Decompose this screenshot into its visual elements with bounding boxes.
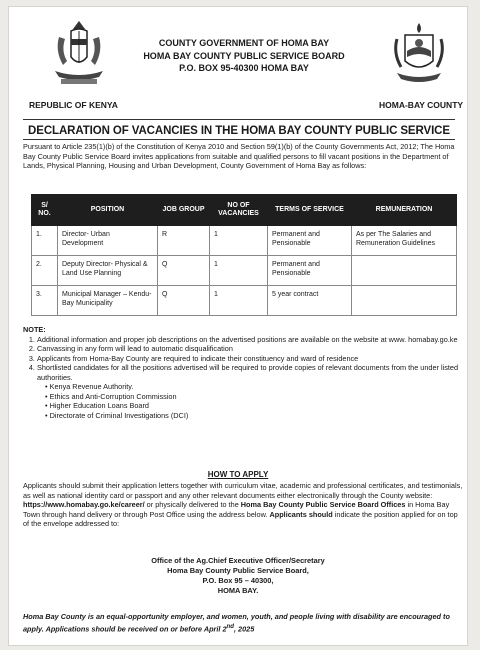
cell-vacancies: 1 bbox=[210, 286, 268, 316]
applicants-should-text: Applicants should bbox=[269, 509, 333, 519]
table-row bbox=[32, 286, 457, 316]
cell-position: Municipal Manager – Kendu-Bay Municipality bbox=[58, 286, 158, 316]
table-row bbox=[32, 256, 457, 286]
authority-item: • Directorate of Criminal Investigations (DCI) bbox=[45, 411, 463, 421]
intro-paragraph: Pursuant to Article 235(1)(b) of the Constitution of Kenya 2010 and Section 59(1)(b) of the County Governments Act, 2012; The Homa Bay County Public Service Board invites applications from suitable and qualified persons to fill vacant positions in the Department of Lands, Physical Planning, Housing and Urban Development, County Government of Homa Bay as follows: bbox=[23, 142, 455, 171]
how-to-apply-paragraph bbox=[23, 481, 463, 529]
address-line: HOMA BAY. bbox=[217, 586, 259, 595]
note-item: 4. Shortlisted candidates for all the positions advertised will be required to provide copies of relevant documents from the under listed authorities. bbox=[37, 363, 463, 382]
col-header-remuneration: REMUNERATION bbox=[352, 195, 457, 226]
cell-sno: 2. bbox=[32, 256, 58, 286]
cell-remuneration: As per The Salaries and Remuneration Guidelines bbox=[352, 226, 457, 256]
notes-list bbox=[23, 335, 463, 383]
authorities-list bbox=[23, 382, 463, 420]
note-item: 1. Additional information and proper job descriptions on the advertised positions are available on the website at www. homabay.go.ke bbox=[37, 335, 463, 345]
kenya-coat-of-arms-icon bbox=[49, 17, 109, 89]
address-line: Office of the Ag.Chief Executive Officer/Secretary bbox=[151, 556, 325, 565]
footer-year: , 2025 bbox=[233, 624, 255, 634]
col-header-position: POSITION bbox=[58, 195, 158, 226]
cell-terms: Permanent and Pensionable bbox=[268, 226, 352, 256]
title-divider bbox=[23, 139, 455, 140]
top-divider bbox=[23, 119, 455, 120]
cell-sno: 1. bbox=[32, 226, 58, 256]
note-item: 2. Canvassing in any form will lead to automatic disqualification bbox=[37, 344, 463, 354]
document-page bbox=[8, 6, 468, 646]
equal-opportunity-statement bbox=[23, 612, 463, 634]
county-label: HOMA-BAY COUNTY bbox=[379, 100, 464, 110]
footer-text: Homa Bay County is an equal-opportunity employer, and women, youth, and people living with disability are encouraged to apply. Applications should be received on or before April 2 bbox=[23, 612, 450, 634]
county-government-line: COUNTY GOVERNMENT OF HOMA BAY bbox=[158, 38, 330, 48]
address-line: P.O. Box 95 – 40300, bbox=[202, 576, 274, 585]
letterhead bbox=[9, 7, 467, 119]
cell-remuneration bbox=[352, 286, 457, 316]
cell-sno: 3. bbox=[32, 286, 58, 316]
howto-text-1: Applicants should submit their application letters together with curriculum vitae, academic and professional certificates, and testimonials, as well as national identity card or passport and any other relevant documents either electronically through the County website: bbox=[23, 481, 463, 500]
notes-section bbox=[23, 325, 463, 420]
cell-terms: 5 year contract bbox=[268, 286, 352, 316]
mailing-address bbox=[9, 556, 467, 596]
cell-job-group: R bbox=[158, 226, 210, 256]
how-to-apply-heading: HOW TO APPLY bbox=[207, 470, 269, 479]
cell-job-group: Q bbox=[158, 256, 210, 286]
board-line: HOMA BAY COUNTY PUBLIC SERVICE BOARD bbox=[143, 50, 345, 61]
vacancies-table bbox=[31, 194, 457, 316]
cell-terms: Permanent and Pensionable bbox=[268, 256, 352, 286]
cell-vacancies: 1 bbox=[210, 226, 268, 256]
note-item: 3. Applicants from Homa-Bay County are required to indicate their constituency and ward of residence bbox=[37, 354, 463, 364]
table-row bbox=[32, 226, 457, 256]
howto-text-4: indicate the position applied for on top of the envelope addressed to: bbox=[23, 509, 458, 529]
cell-position: Director- Urban Development bbox=[58, 226, 158, 256]
col-header-terms: TERMS OF SERVICE bbox=[268, 195, 352, 226]
howto-text-2: or physically delivered to the bbox=[144, 500, 241, 510]
homa-bay-county-emblem-icon bbox=[389, 17, 449, 89]
table-header-row bbox=[32, 195, 457, 226]
page-title: DECLARATION OF VACANCIES IN THE HOMA BAY COUNTY PUBLIC SERVICE bbox=[28, 125, 450, 137]
col-header-job-group: JOB GROUP bbox=[158, 195, 210, 226]
career-website-link[interactable]: https://www.homabay.go.ke/career/ bbox=[23, 500, 145, 510]
cell-remuneration bbox=[352, 256, 457, 286]
authority-item: • Ethics and Anti-Corruption Commission bbox=[45, 392, 463, 402]
footer-superscript: nd bbox=[226, 622, 234, 630]
cell-position: Deputy Director- Physical & Land Use Planning bbox=[58, 256, 158, 286]
howto-text-3: in Homa Bay Town through hand delivery or through Post Office using the address below. bbox=[23, 500, 450, 519]
cell-vacancies: 1 bbox=[210, 256, 268, 286]
board-offices-text: Homa Bay County Public Service Board Offices bbox=[240, 500, 406, 510]
letterhead-text bbox=[119, 37, 369, 75]
col-header-vacancies: NO OF VACANCIES bbox=[210, 195, 268, 226]
col-header-sno: S/ NO. bbox=[32, 195, 58, 226]
republic-label: REPUBLIC OF KENYA bbox=[29, 100, 118, 110]
notes-heading: NOTE: bbox=[23, 325, 46, 334]
address-line: Homa Bay County Public Service Board, bbox=[167, 566, 309, 575]
postal-address-line: P.O. BOX 95-40300 HOMA BAY bbox=[179, 63, 309, 73]
cell-job-group: Q bbox=[158, 286, 210, 316]
authority-item: • Higher Education Loans Board bbox=[45, 401, 463, 411]
authority-item: • Kenya Revenue Authority. bbox=[45, 382, 463, 392]
